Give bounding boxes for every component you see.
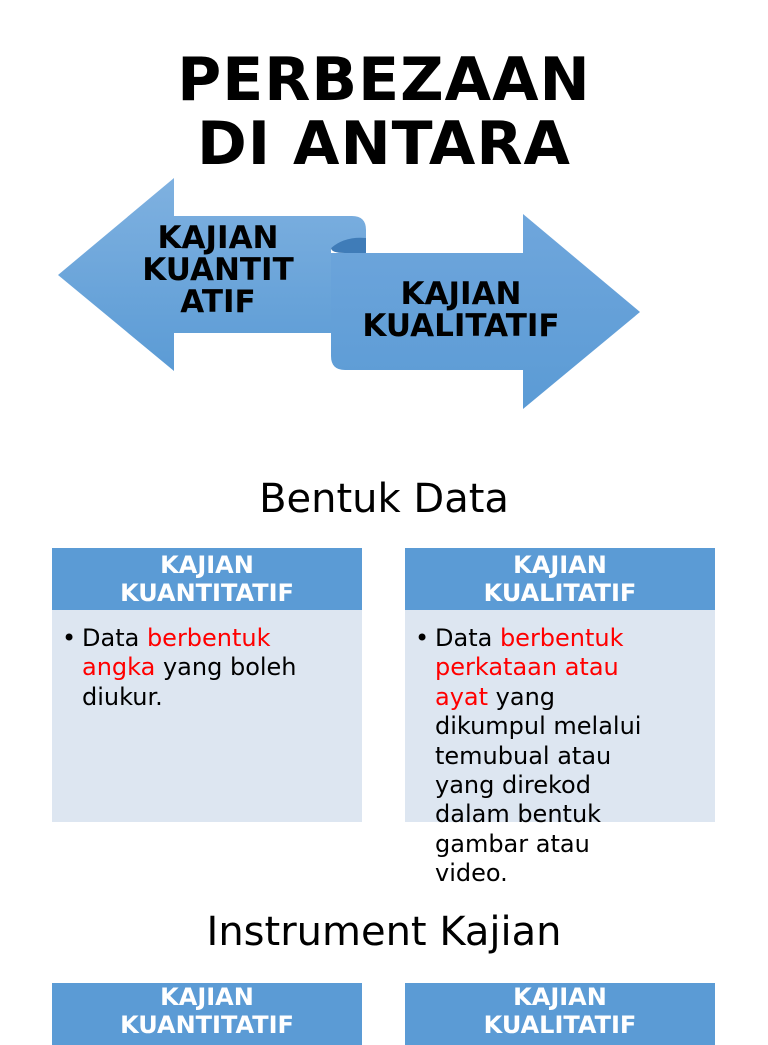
left-arrow-label-line: KAJIAN: [157, 220, 279, 256]
body-text: Data: [82, 624, 147, 652]
left-arrow-label: [118, 222, 318, 318]
body-text: dikumpul melalui: [435, 712, 642, 741]
bullet-line: [435, 712, 707, 741]
card-header-line: KAJIAN: [160, 983, 254, 1011]
card-header: [405, 548, 715, 610]
card-kualitatif-instrument: [405, 983, 715, 1045]
bullet-line: [435, 771, 707, 800]
highlighted-text: perkataan atau: [435, 653, 619, 682]
body-text: temubual atau: [435, 741, 612, 770]
body-text: yang boleh: [155, 653, 297, 682]
highlighted-text: berbentuk: [499, 624, 624, 652]
bullet-line: [435, 800, 707, 829]
bullet-line: [435, 683, 707, 712]
left-arrow-label-line: KUANTIT: [142, 252, 294, 288]
section-heading-bentuk-data: Bentuk Data: [259, 476, 509, 522]
left-arrow-label-line: ATIF: [180, 284, 256, 320]
bullet-line: [435, 624, 707, 653]
bullet-item: [62, 624, 354, 712]
highlighted-text: ayat: [435, 682, 489, 711]
body-text: video.: [435, 859, 508, 888]
bullet-line: [82, 624, 354, 653]
bullet-line: [435, 742, 707, 771]
highlighted-text: angka: [82, 653, 156, 682]
right-arrow-label-line: KUALITATIF: [362, 308, 560, 344]
bullet-text: [82, 624, 354, 712]
bullet-line: [82, 653, 354, 682]
body-text: Data: [435, 624, 500, 652]
card-header: [52, 983, 362, 1045]
highlighted-text: berbentuk: [146, 624, 271, 652]
bullet-text: [435, 624, 707, 889]
body-text: dalam bentuk: [435, 800, 602, 829]
card-header-line: KUANTITATIF: [120, 579, 294, 607]
card-header-line: KUALITATIF: [483, 579, 637, 607]
card-kualitatif-bentuk-data: [405, 548, 715, 888]
section-heading-instrument-kajian: Instrument Kajian: [206, 909, 562, 955]
bullet-line: [435, 859, 707, 888]
right-arrow-label: [340, 278, 582, 342]
card-body: [52, 610, 362, 822]
title-line-2: DI ANTARA: [196, 109, 571, 179]
right-arrow-label-line: KAJIAN: [400, 276, 522, 312]
bullet-icon: •: [62, 624, 77, 652]
card-header-line: KAJIAN: [513, 551, 607, 579]
bullet-line: [82, 683, 354, 712]
card-header-line: KUANTITATIF: [120, 1011, 294, 1039]
body-text: yang direkod: [435, 771, 591, 800]
title-line-1: PERBEZAAN: [177, 45, 591, 115]
card-kuantitatif-instrument: [52, 983, 362, 1045]
card-body: [405, 610, 715, 888]
card-header: [405, 983, 715, 1045]
card-header-line: KAJIAN: [513, 983, 607, 1011]
body-text: yang: [488, 682, 556, 711]
bullet-item: [415, 624, 707, 889]
body-text: gambar atau: [435, 829, 590, 858]
card-header-line: KAJIAN: [160, 551, 254, 579]
page-title: [0, 45, 768, 179]
card-header-line: KUALITATIF: [483, 1011, 637, 1039]
bullet-icon: •: [415, 624, 430, 652]
bullet-line: [435, 653, 707, 682]
body-text: diukur.: [82, 682, 163, 711]
card-kuantitatif-bentuk-data: [52, 548, 362, 822]
bullet-line: [435, 830, 707, 859]
card-header: [52, 548, 362, 610]
